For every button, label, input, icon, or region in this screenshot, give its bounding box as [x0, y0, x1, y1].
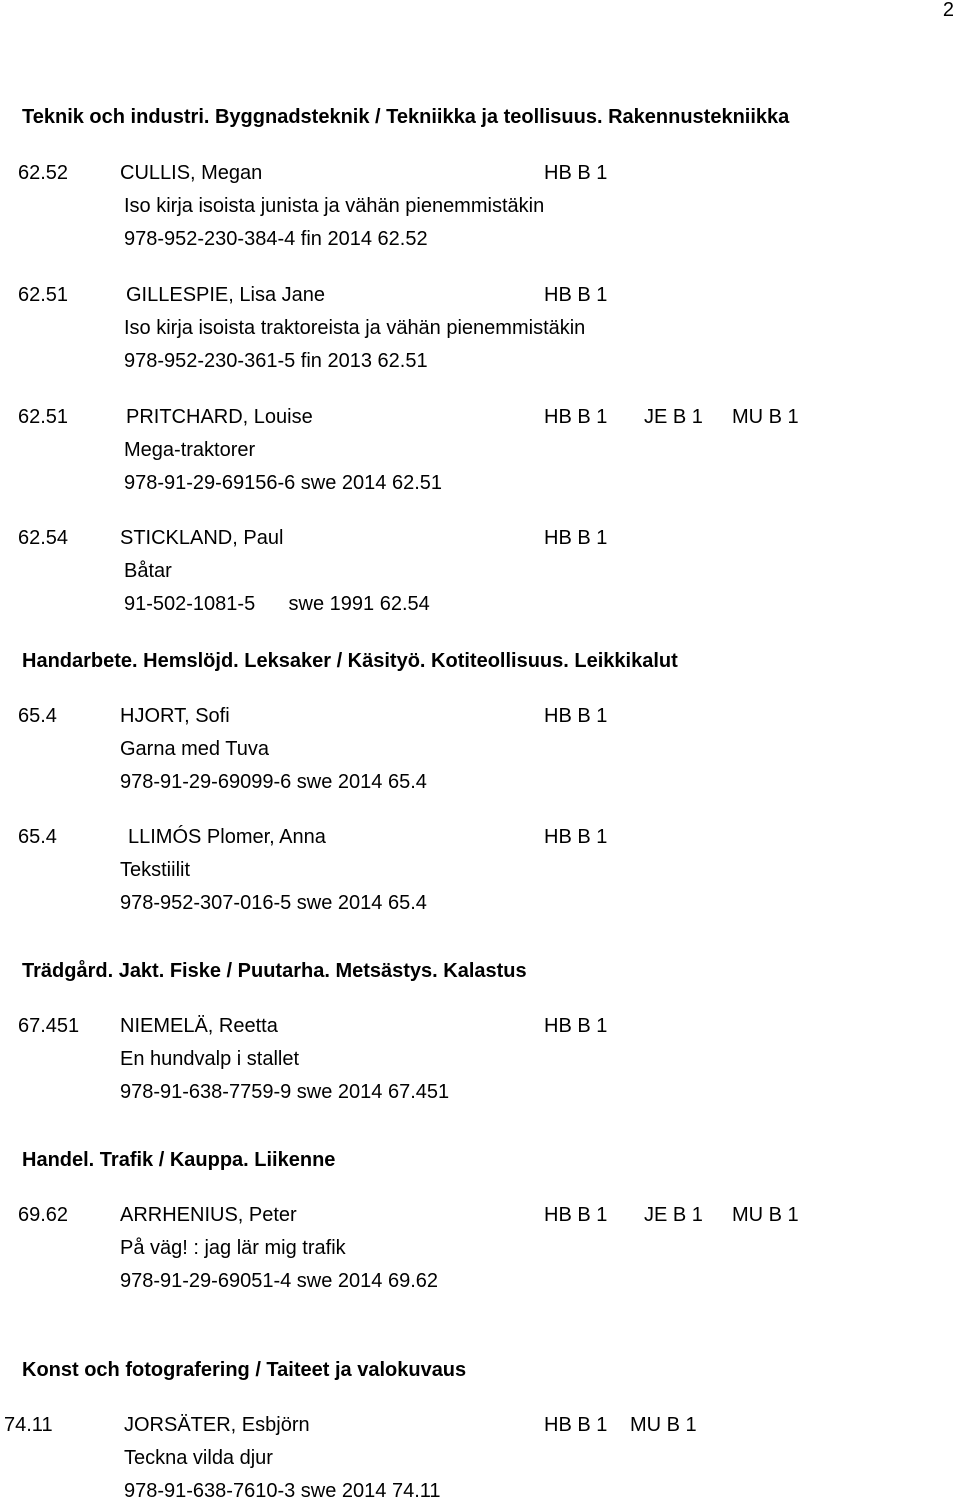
book-title: På väg! : jag lär mig trafik [120, 1237, 346, 1259]
classification-code: 62.52 [18, 162, 69, 184]
isbn-line: 978-91-29-69099-6 swe 2014 65.4 [120, 771, 427, 793]
isbn-line: 978-91-638-7759-9 swe 2014 67.451 [120, 1081, 450, 1103]
section-heading: Handarbete. Hemslöjd. Leksaker / Käsityö. Kotiteollisuus. Leikkikalut [22, 650, 678, 672]
holding-location: HB B 1 [544, 1204, 608, 1226]
list-item [0, 279, 940, 379]
classification-code: 69.62 [18, 1204, 69, 1226]
book-title: Iso kirja isoista traktoreista ja vähän pienemmistäkin [124, 317, 586, 339]
author-name: STICKLAND, Paul [120, 527, 284, 549]
list-item [0, 522, 940, 622]
holding-location: MU B 1 [630, 1414, 697, 1436]
holding-location: HB B 1 [544, 705, 608, 727]
holding-location: HB B 1 [544, 162, 608, 184]
holding-location: JE B 1 [644, 406, 703, 428]
holding-location: MU B 1 [732, 406, 799, 428]
author-name: LLIMÓS Plomer, Anna [128, 826, 326, 848]
isbn-line: 978-91-29-69156-6 swe 2014 62.51 [124, 472, 443, 494]
isbn-line: 978-952-230-361-5 fin 2013 62.51 [124, 350, 428, 372]
author-name: JORSÄTER, Esbjörn [124, 1414, 310, 1436]
section-heading: Konst och fotografering / Taiteet ja valokuvaus [22, 1359, 467, 1381]
isbn-line: 978-91-638-7610-3 swe 2014 74.11 [124, 1480, 441, 1502]
list-item [0, 1409, 940, 1509]
book-title: Båtar [124, 560, 172, 582]
holding-location: HB B 1 [544, 1015, 608, 1037]
classification-code: 62.54 [18, 527, 69, 549]
holding-location: HB B 1 [544, 826, 608, 848]
list-item [0, 700, 940, 800]
holding-location: HB B 1 [544, 527, 608, 549]
author-name: ARRHENIUS, Peter [120, 1204, 297, 1226]
holding-location: JE B 1 [644, 1204, 703, 1226]
classification-code: 67.451 [18, 1015, 80, 1037]
section-heading: Trädgård. Jakt. Fiske / Puutarha. Metsästys. Kalastus [22, 960, 527, 982]
isbn-line: 91-502-1081-5 swe 1991 62.54 [124, 593, 430, 615]
book-title: Teckna vilda djur [124, 1447, 273, 1469]
book-title: Iso kirja isoista junista ja vähän pienemmistäkin [124, 195, 545, 217]
classification-code: 62.51 [18, 284, 69, 306]
author-name: HJORT, Sofi [120, 705, 230, 727]
author-name: GILLESPIE, Lisa Jane [126, 284, 326, 306]
holding-location: MU B 1 [732, 1204, 799, 1226]
page-number: 2 [942, 0, 954, 21]
isbn-line: 978-952-230-384-4 fin 2014 62.52 [124, 228, 428, 250]
section-heading: Teknik och industri. Byggnadsteknik / Tekniikka ja teollisuus. Rakennustekniikka [22, 106, 790, 128]
book-title: Mega-traktorer [124, 439, 256, 461]
classification-code: 65.4 [18, 826, 57, 848]
isbn-line: 978-952-307-016-5 swe 2014 65.4 [120, 892, 427, 914]
book-title: En hundvalp i stallet [120, 1048, 300, 1070]
list-item [0, 1010, 940, 1110]
author-name: CULLIS, Megan [120, 162, 263, 184]
holding-location: HB B 1 [544, 284, 608, 306]
book-title: Garna med Tuva [120, 738, 269, 760]
holding-location: HB B 1 [544, 406, 608, 428]
book-title: Tekstiilit [120, 859, 191, 881]
classification-code: 74.11 [4, 1414, 53, 1436]
classification-code: 62.51 [18, 406, 69, 428]
list-item [0, 1199, 940, 1299]
list-item [0, 157, 940, 257]
holding-location: HB B 1 [544, 1414, 608, 1436]
list-item [0, 401, 940, 501]
section-heading: Handel. Trafik / Kauppa. Liikenne [22, 1149, 336, 1171]
isbn-line: 978-91-29-69051-4 swe 2014 69.62 [120, 1270, 439, 1292]
classification-code: 65.4 [18, 705, 57, 727]
author-name: PRITCHARD, Louise [126, 406, 313, 428]
author-name: NIEMELÄ, Reetta [120, 1015, 278, 1037]
list-item [0, 821, 940, 921]
